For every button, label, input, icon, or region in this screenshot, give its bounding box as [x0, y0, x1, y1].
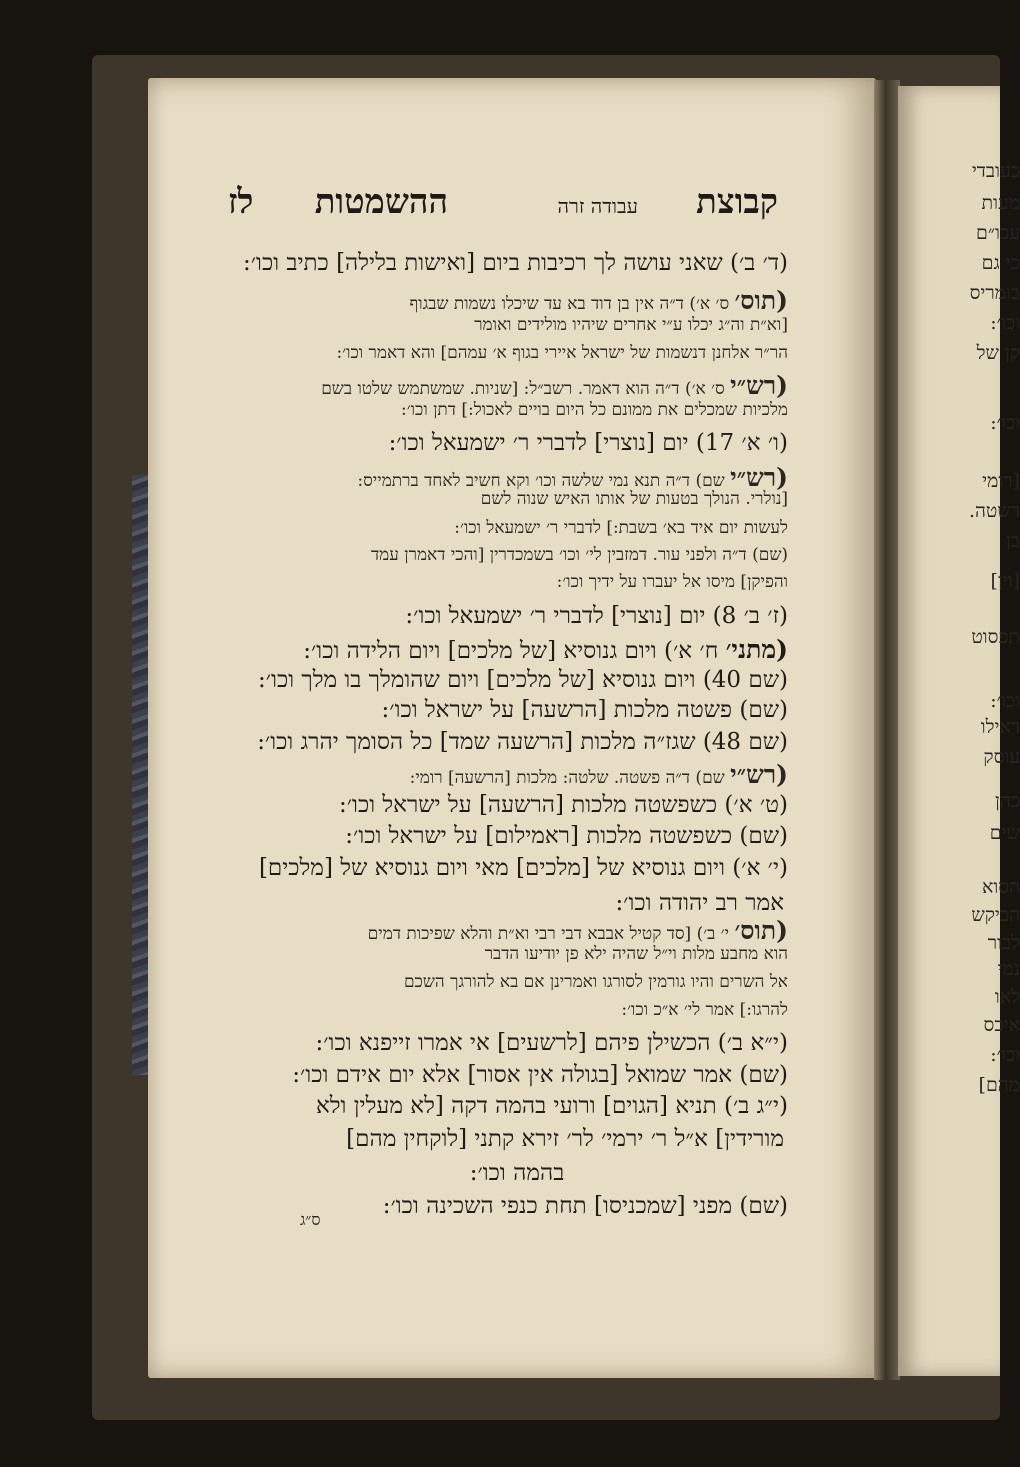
- right-page-fragment: וכו׳:: [990, 412, 1020, 434]
- text-line: (מתני׳ ח׳ א׳) ויום גנוסיא [של מלכים] ויום הלידה וכו׳:: [303, 635, 788, 664]
- page-number: לז: [228, 182, 254, 222]
- text-line: (שם 40) ויום גנוסיא [של מלכים] ויום שהומלך בו מלך וכו׳:: [258, 667, 788, 693]
- text-line: (ד׳ ב׳) שאני עושה לך רכיבות ביום [ואישות בלילה] כתיב וכו׳:: [243, 250, 788, 276]
- right-page-fragment: [רומי: [982, 470, 1020, 492]
- right-page-fragment: כעובדי: [971, 160, 1020, 182]
- text-line: (שם) מפני [שמכניסו] תחת כנפי השכינה וכו׳:: [382, 1193, 788, 1219]
- header-subtitle: עבודה זרה: [557, 194, 638, 218]
- right-page-fragment: שים: [989, 822, 1020, 844]
- text-line: (תוס׳ י׳ ב׳) [סד קטיל אבבא דבי רבי וא״ת והלא שפיכות דמים: [367, 916, 788, 945]
- text-line: בהמה וכו׳:: [469, 1160, 565, 1186]
- text-line: והפיקן] מיסו אל יעברו על ידיך וכו׳:: [556, 572, 788, 592]
- right-page-fragment: מעות: [981, 192, 1020, 214]
- running-header: [228, 182, 778, 232]
- right-page-fragment: לבור: [987, 932, 1020, 954]
- entry-source-label: (רש״י: [730, 371, 788, 400]
- right-page-fragment: נמי: [997, 958, 1020, 980]
- entry-source-label: (מתני׳: [725, 635, 788, 664]
- text-line: הר״ר אלחנן דנשמות של ישראל איירי בגוף א׳ עמהם] והא דאמר וכו׳:: [336, 343, 788, 363]
- right-page-fragment: בומריס: [969, 282, 1020, 304]
- right-page-fragment: כהן: [994, 790, 1020, 812]
- right-page-fragment: איכס: [983, 1014, 1020, 1036]
- right-page-fragment: דשטה.: [968, 500, 1020, 522]
- text-line: (רש״י שם) ד״ה תנא נמי שלשה וכו׳ וקא חשיב לאחד ברתמייס:: [357, 463, 788, 492]
- text-line: (י״א ב׳) הכשילן פיהם [לרשעים] אי אמרו זייפנא וכו׳:: [315, 1030, 788, 1056]
- right-page-fragment: [וין]: [990, 570, 1020, 592]
- entry-source-label: (רש״י: [730, 463, 788, 492]
- text-line: מורידין] א״ל ר׳ ירמי׳ לר׳ זירא קתני [לוקחין מהם]: [346, 1126, 784, 1152]
- right-page-fragment: וכו׳:: [990, 1044, 1020, 1066]
- text-line: (שם 48) שגז״ה מלכות [הרשעה שמד] כל הסומך יהרג וכו׳:: [257, 729, 788, 755]
- right-page-fragment: תפסוט: [971, 626, 1020, 648]
- text-line: [וא״ת וה״ג יכלו ע״י אחרים שיהיו מולידים ואומר: [474, 315, 788, 335]
- header-title-right: קבוצת: [696, 182, 778, 222]
- header-title-main: ההשמטות: [314, 182, 448, 222]
- text-line: (שם) אמר שמואל [בגולה אין אסור] אלא יום אידם וכו׳:: [292, 1062, 788, 1088]
- text-line: (רש״י שם) ד״ה פשטה. שלטה: מלכות [הרשעה] רומי:: [409, 760, 788, 789]
- text-line: מלכיות שמכלים את ממונם כל היום בויים לאכול:] דתן וכו׳:: [401, 400, 788, 420]
- text-line: (ו׳ א׳ 17) יום [נוצרי] לדברי ר׳ ישמעאל וכו׳:: [388, 430, 788, 456]
- text-line: (תוס׳ ס׳ א׳) ד״ה אין בן דוד בא עד שיכלו נשמות שבגוף: [409, 286, 788, 315]
- text-line: (שם) פשטה מלכות [הרשעה] על ישראל וכו׳:: [381, 697, 788, 723]
- right-page-fragment: וכו׳:: [990, 690, 1020, 712]
- signature-mark: ס״ג: [300, 1210, 321, 1229]
- text-line: אמר רב יהודה וכו׳:: [615, 890, 784, 916]
- text-line: [נולרי. הנולך בטעות של אותו האיש שנוה לשם: [480, 489, 788, 509]
- text-line: (שם) ד״ה ולפני עור. דמזבין לי׳ וכו׳ בשמכדרין [והכי דאמרן עמד: [371, 545, 788, 565]
- text-line: (ז׳ ב׳ 8) יום [נוצרי] לדברי ר׳ ישמעאל וכו׳:: [405, 603, 788, 629]
- text-line: לעשות יום איד בא׳ בשבת:] לדברי ר׳ ישמעאל וכו׳:: [454, 518, 788, 538]
- right-page-fragment: הסוא: [982, 876, 1020, 898]
- text-line: (שם) כשפשטה מלכות [ראמילום] על ישראל וכו׳:: [345, 823, 788, 849]
- right-page-fragment: וכו׳:: [990, 312, 1020, 334]
- right-page-fragment: כי גם: [981, 252, 1020, 274]
- text-line: להרגו:] אמר לי׳ א״כ וכו׳:: [621, 1000, 788, 1020]
- entry-source-label: (תוס׳: [734, 916, 788, 945]
- entry-source-label: (תוס׳: [734, 286, 788, 315]
- text-line: (רש״י ס׳ א׳) ד״ה הוא דאמר. רשב״ל: [שניות. שמשתמש שלטו בשם: [321, 371, 788, 400]
- entry-source-label: (רש״י: [730, 760, 788, 789]
- right-page-fragment: מהם]: [978, 1074, 1020, 1096]
- text-line: (י״ג ב׳) תניא [הגוים] ורועי בהמה דקה [לא מעלין ולא: [315, 1093, 788, 1119]
- text-line: (ט׳ א׳) כשפשטה מלכות [הרשעה] על ישראל וכו׳:: [339, 792, 788, 818]
- right-page: [898, 86, 1020, 1376]
- right-page-fragment: עכו״ם: [976, 222, 1020, 244]
- text-line: (י׳ א׳) ויום גנוסיא של [מלכים] מאי ויום גנוסיא של [מלכים]: [258, 855, 788, 881]
- right-page-fragment: הביקש: [971, 904, 1020, 926]
- right-page-fragment: קן של: [976, 342, 1020, 364]
- right-page-fragment: עוסק: [983, 746, 1020, 768]
- book-gutter: [874, 80, 900, 1380]
- right-page-fragment: בן: [1006, 530, 1020, 552]
- right-page-fragment: דאילו: [980, 716, 1020, 738]
- right-page-fragment: לאו: [994, 986, 1020, 1008]
- text-line: אל השרים והיו גורמין לסורגו ואמרינן אם בא להורגך השכם: [403, 972, 788, 992]
- text-line: הוא מחבע מלות וי״ל שהיה ילא פן יודיעו הדבר: [484, 944, 788, 964]
